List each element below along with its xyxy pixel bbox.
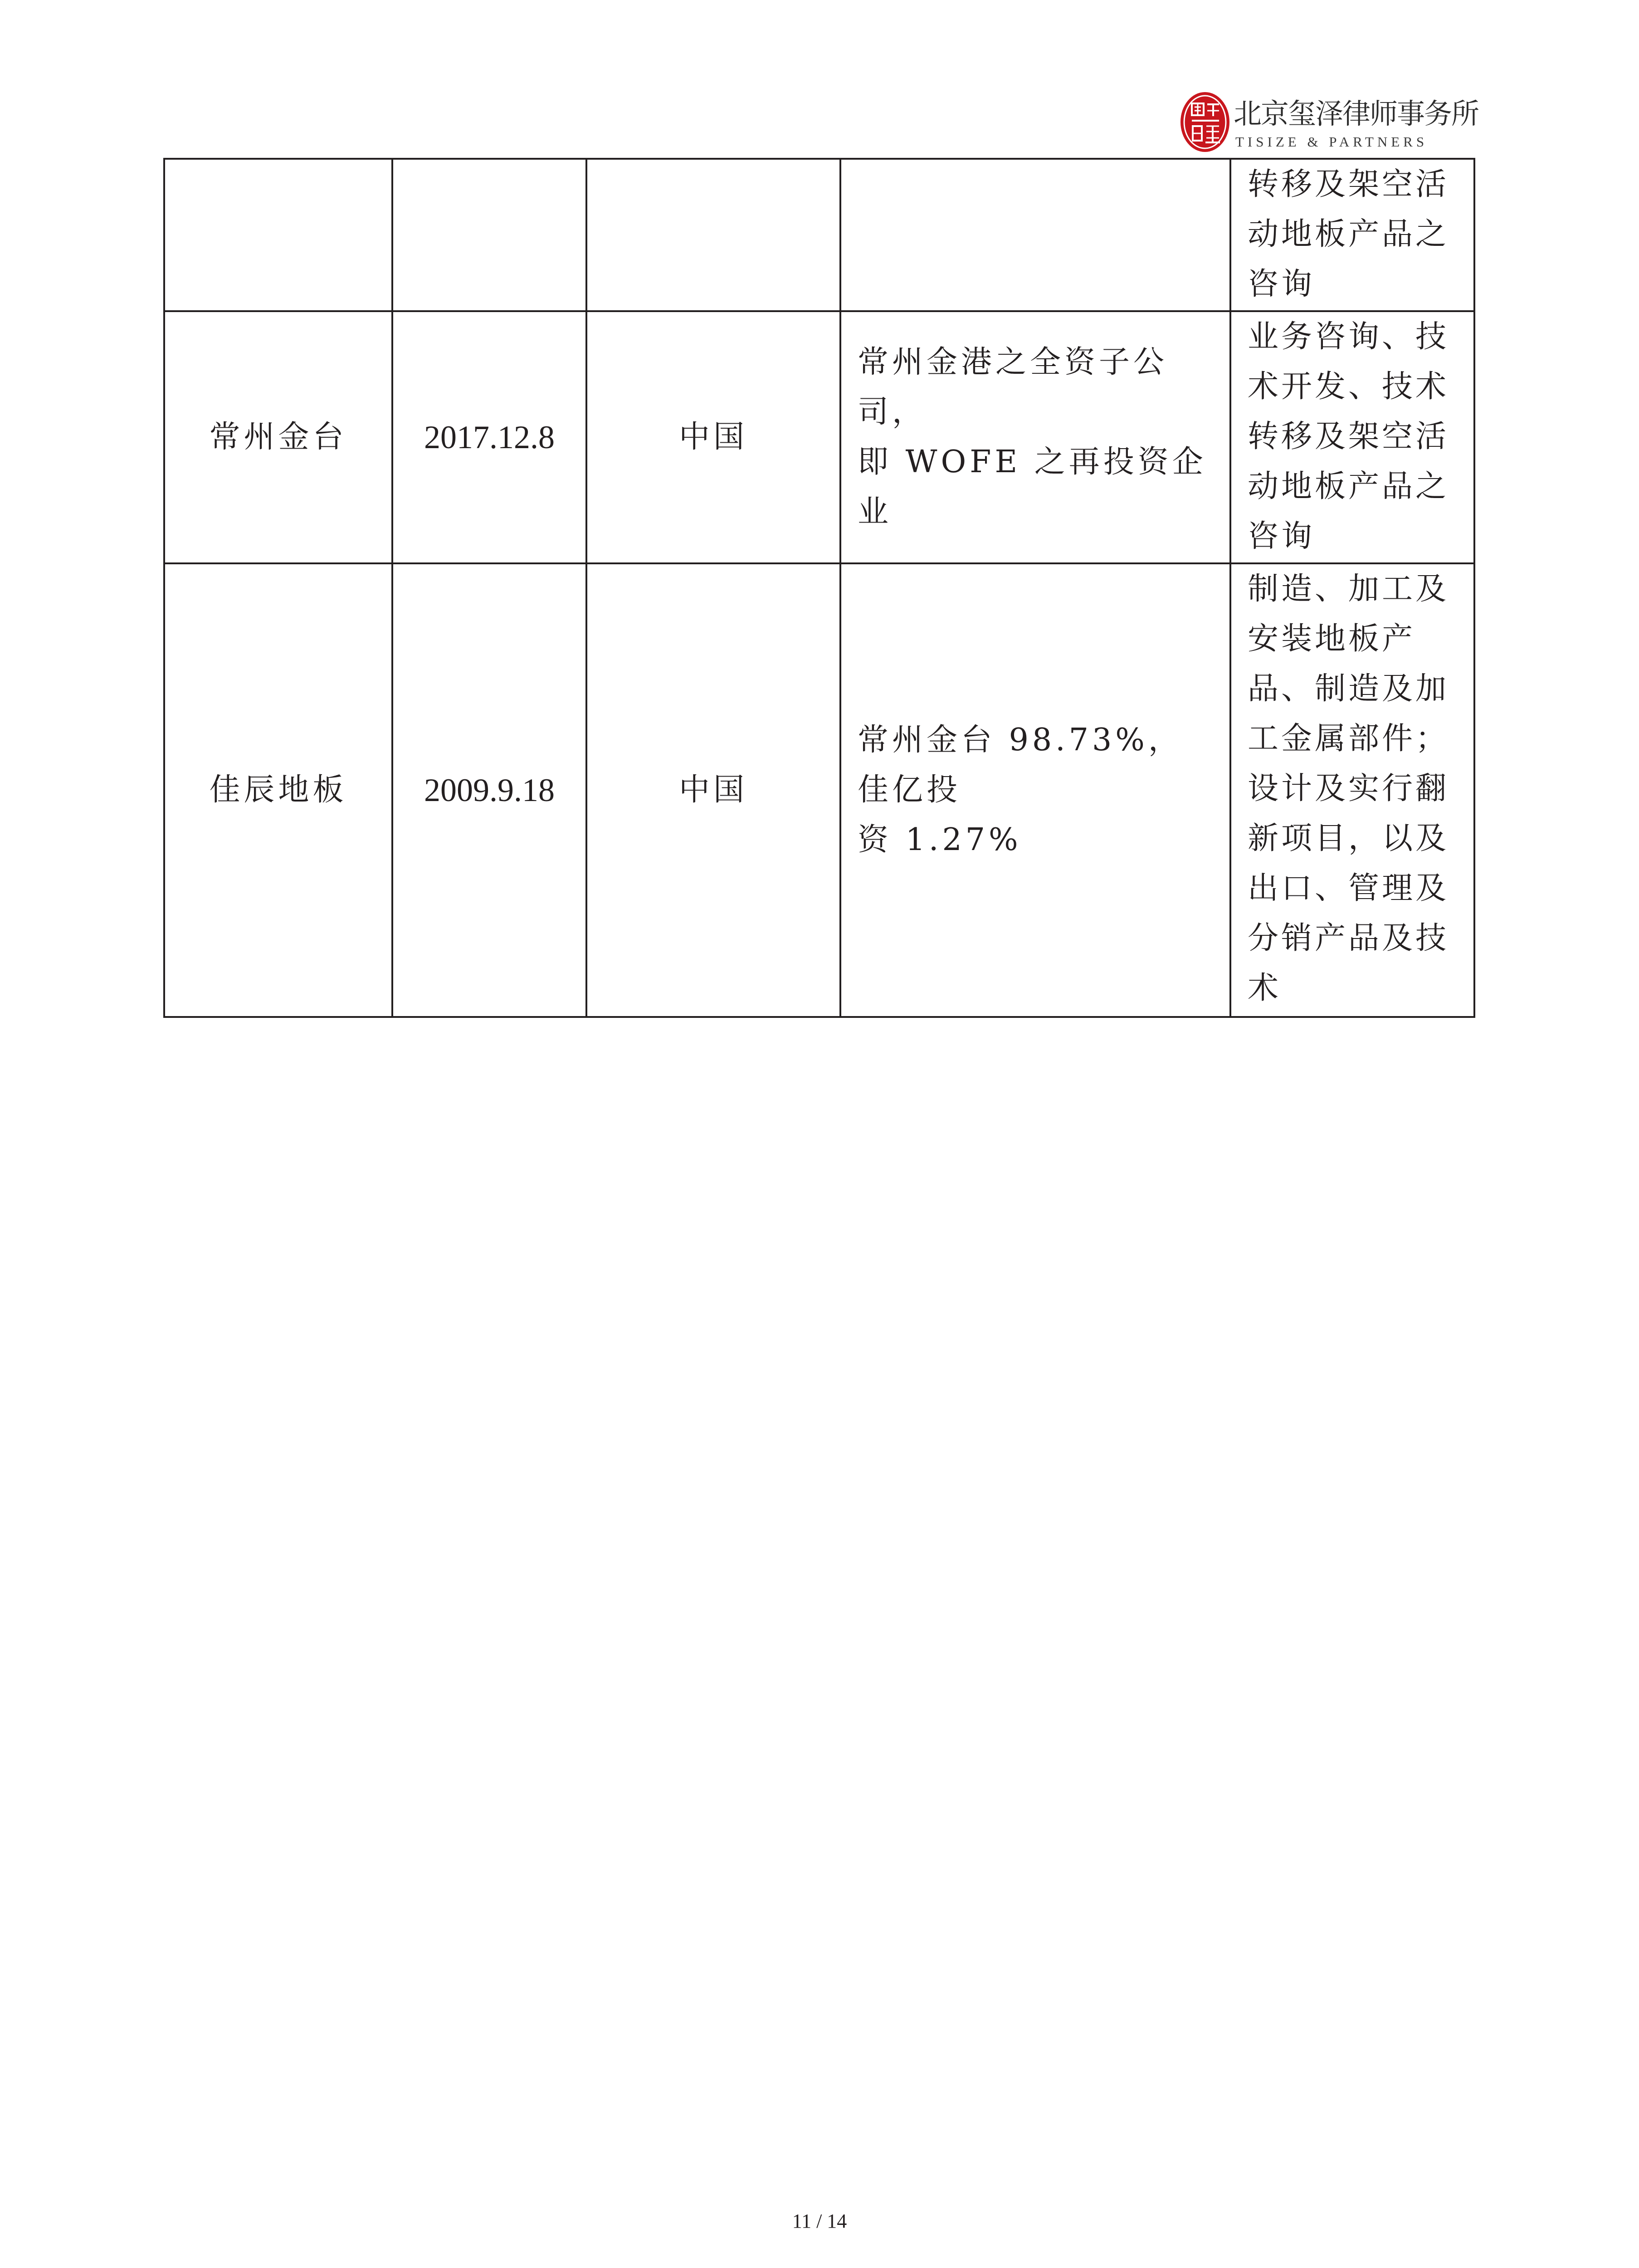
cell-place: 中国 xyxy=(586,563,840,1017)
cell-place xyxy=(586,159,840,311)
cell-business-scope-line: 工金属部件； xyxy=(1248,721,1449,757)
cell-business-scope-line: 转移及架空活 xyxy=(1248,419,1449,455)
cell-business-scope-line: 分销产品及技 xyxy=(1248,920,1449,956)
cell-entity-name: 常州金台 xyxy=(164,311,392,563)
cell-entity-name xyxy=(164,159,392,311)
cell-business-scope-line: 新项目，以及 xyxy=(1248,821,1449,856)
firm-name-cn: 北京玺泽律师事务所 xyxy=(1234,97,1479,130)
cell-business-scope-line: 出口、管理及 xyxy=(1248,870,1449,906)
letterhead xyxy=(1179,91,1479,159)
cell-business-scope-line: 品、制造及加 xyxy=(1248,671,1449,707)
cell-business-scope xyxy=(1230,159,1474,311)
cell-established-date xyxy=(392,159,586,311)
cell-business-scope-line: 术开发、技术 xyxy=(1248,369,1449,405)
table-row xyxy=(164,311,1474,563)
cell-business-scope xyxy=(1230,311,1474,563)
page-number: 11 / 14 xyxy=(792,2210,847,2232)
cell-business-scope-line: 咨询 xyxy=(1248,518,1315,554)
cell-business-scope-line: 安装地板产 xyxy=(1248,621,1416,657)
cell-entity-name: 佳辰地板 xyxy=(164,563,392,1017)
cell-shareholding-line: 资 1.27% xyxy=(858,822,1022,858)
cell-shareholding xyxy=(840,159,1230,311)
cell-established-date: 2017.12.8 xyxy=(392,311,586,563)
cell-shareholding-line: 即 WOFE 之再投资企业 xyxy=(858,444,1207,530)
cell-shareholding xyxy=(840,311,1230,563)
cell-business-scope-line: 制造、加工及 xyxy=(1248,571,1449,607)
table-row xyxy=(164,563,1474,1017)
subsidiary-table xyxy=(163,158,1473,1018)
cell-business-scope-line: 咨询 xyxy=(1248,266,1315,302)
cell-business-scope-line: 动地板产品之 xyxy=(1248,469,1449,504)
cell-place: 中国 xyxy=(586,311,840,563)
cell-business-scope-line: 术 xyxy=(1248,970,1282,1006)
cell-shareholding xyxy=(840,563,1230,1017)
cell-established-date: 2009.9.18 xyxy=(392,563,586,1017)
cell-business-scope-line: 转移及架空活 xyxy=(1248,166,1449,202)
cell-business-scope-line: 设计及实行翻 xyxy=(1248,771,1449,807)
firm-seal-logo xyxy=(1179,91,1231,153)
cell-business-scope-line: 动地板产品之 xyxy=(1248,216,1449,252)
firm-name-en: TISIZE & PARTNERS xyxy=(1235,134,1428,150)
cell-shareholding-line: 常州金台 98.73%，佳亿投 xyxy=(858,722,1183,808)
cell-business-scope xyxy=(1230,563,1474,1017)
table-row xyxy=(164,159,1474,311)
cell-shareholding-line: 常州金港之全资子公司， xyxy=(858,344,1168,430)
cell-business-scope-line: 业务咨询、技 xyxy=(1248,319,1449,355)
